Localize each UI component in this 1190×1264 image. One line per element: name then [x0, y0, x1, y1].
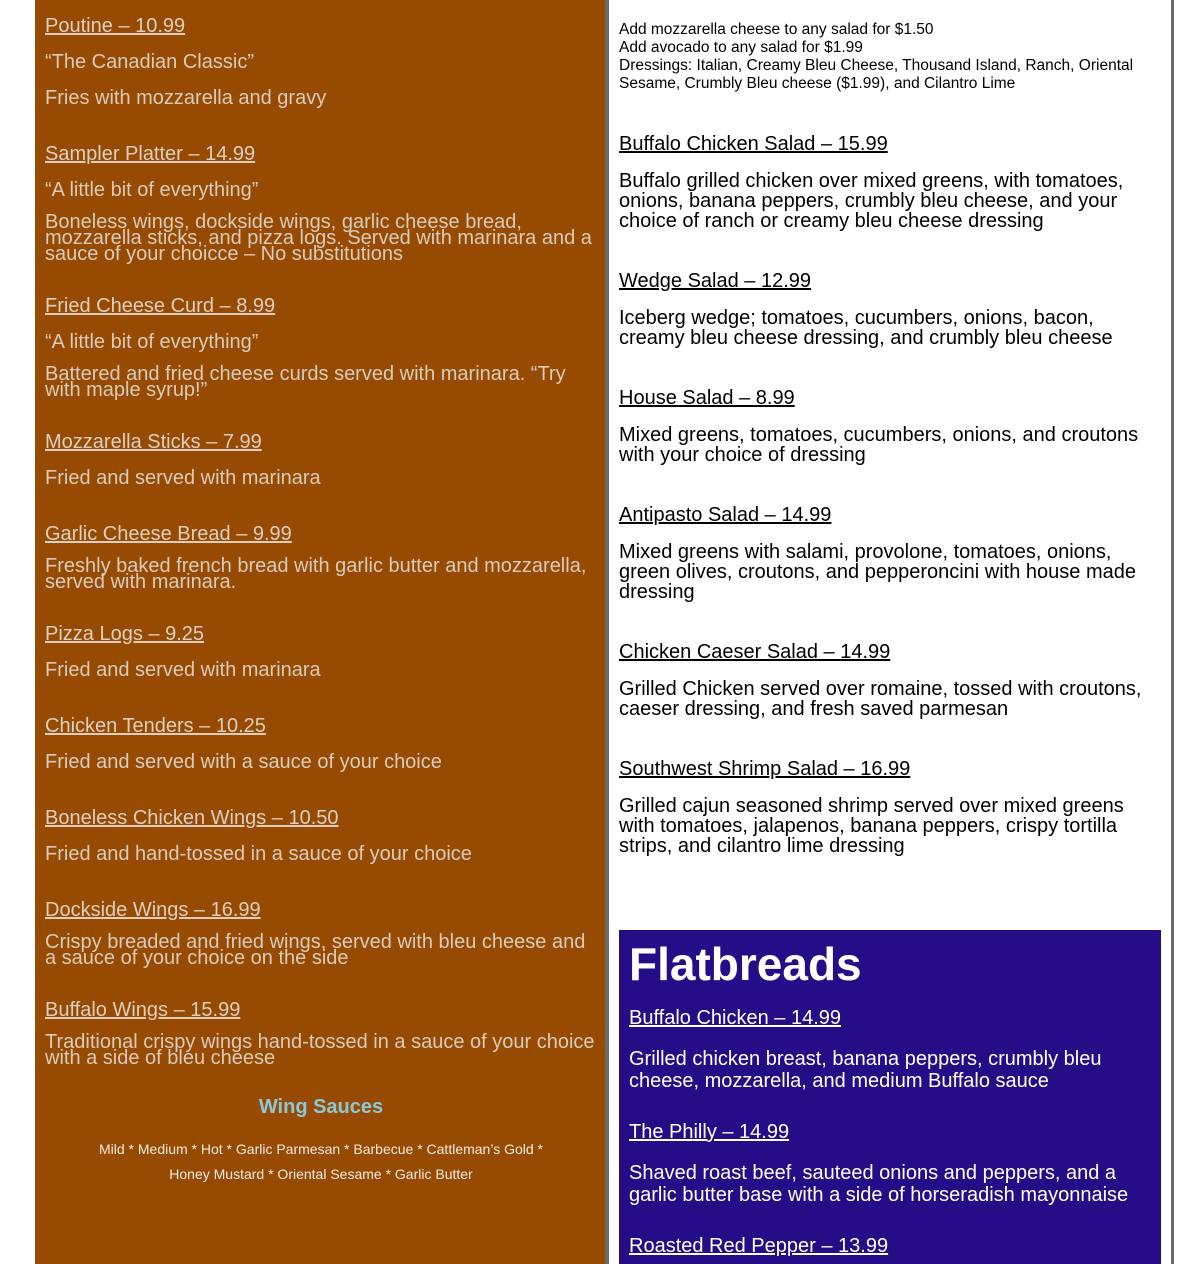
column-divider	[605, 0, 609, 1264]
wing-sauces-line: Mild * Medium * Hot * Garlic Parmesan * Barbecue * Cattleman’s Gold *	[98, 1141, 544, 1157]
menu-item	[629, 1234, 1149, 1258]
wing-sauces-box	[45, 1096, 597, 1187]
salads-list	[619, 131, 1164, 893]
item-title: Buffalo Chicken Salad – 15.99	[619, 133, 888, 155]
appetizers-list	[45, 14, 597, 1187]
menu-item	[619, 756, 1164, 856]
wing-sauces-title: Wing Sauces	[258, 1096, 384, 1118]
menu-item	[45, 142, 597, 265]
item-description: Traditional crispy wings hand-tossed in a sauce of your choice with a side of bleu cheese	[45, 1031, 595, 1069]
menu-item	[629, 1120, 1149, 1206]
item-title: Poutine – 10.99	[45, 15, 186, 37]
salad-addons	[619, 21, 1164, 93]
item-description: Fries with mozzarella and gravy	[45, 87, 327, 109]
section-heading: Flatbreads	[629, 938, 862, 990]
item-description: Buffalo grilled chicken over mixed greens, with tomatoes, onions, banana peppers, crumbly bleu cheese, and your choice of ranch or creamy bleu cheese dressing	[619, 170, 1124, 232]
item-title: The Philly – 14.99	[629, 1121, 790, 1143]
item-title: Antipasto Salad – 14.99	[619, 504, 832, 526]
item-title: House Salad – 8.99	[619, 387, 795, 409]
menu-item	[629, 1006, 1149, 1092]
item-title: Sampler Platter – 14.99	[45, 143, 256, 165]
item-description: Fried and served with marinara	[45, 467, 321, 489]
menu-item	[45, 294, 597, 401]
item-description: Grilled cajun seasoned shrimp served over mixed greens with tomatoes, jalapenos, banana peppers, crispy tortilla strips, and cilantro lime dressing	[619, 795, 1124, 857]
item-title: Buffalo Wings – 15.99	[45, 999, 241, 1021]
menu-item	[45, 714, 597, 774]
item-title: Fried Cheese Curd – 8.99	[45, 295, 276, 317]
addon-note: Add avocado to any salad for $1.99	[619, 39, 863, 56]
item-title: Buffalo Chicken – 14.99	[629, 1007, 842, 1029]
item-description: Crispy breaded and fried wings, served with bleu cheese and a sauce of your choice on the side	[45, 931, 586, 969]
item-title: Southwest Shrimp Salad – 16.99	[619, 758, 911, 780]
item-description: Shaved roast beef, sauteed onions and peppers, and a garlic butter base with a side of horseradish mayonnaise	[629, 1162, 1129, 1206]
appetizers-section	[35, 0, 605, 1264]
item-title: Mozzarella Sticks – 7.99	[45, 431, 262, 453]
menu-item	[45, 898, 597, 969]
item-description: Iceberg wedge; tomatoes, cucumbers, onions, bacon, creamy bleu cheese dressing, and crumbly bleu cheese	[619, 307, 1113, 349]
menu-item	[45, 14, 597, 110]
item-description: Grilled Chicken served over romaine, tossed with croutons, caeser dressing, and fresh saved parmesan	[619, 678, 1142, 720]
item-description: Fried and served with a sauce of your choice	[45, 751, 442, 773]
item-title: Wedge Salad – 12.99	[619, 270, 812, 292]
item-title: Chicken Tenders – 10.25	[45, 715, 266, 737]
item-title: Chicken Caeser Salad – 14.99	[619, 641, 891, 663]
item-description: Fried and served with marinara	[45, 659, 321, 681]
item-title: Roasted Red Pepper – 13.99	[629, 1235, 889, 1257]
menu-item	[45, 806, 597, 866]
item-description: Mixed greens with salami, provolone, tomatoes, onions, green olives, croutons, and pepperoncini with house made dressing	[619, 541, 1136, 603]
menu-item	[619, 639, 1164, 719]
menu-item	[45, 430, 597, 490]
menu-item	[45, 522, 597, 593]
menu-item	[45, 622, 597, 682]
item-description: Fried and hand-tossed in a sauce of your choice	[45, 843, 472, 865]
item-description: Boneless wings, dockside wings, garlic cheese bread, mozzarella sticks, and pizza logs. Served with marinara and a sauce of your choicce – No substitutions	[45, 211, 592, 265]
item-description: Freshly baked french bread with garlic butter and mozzarella, served with marinara.	[45, 555, 587, 593]
menu-item	[619, 131, 1164, 231]
item-tagline: “A little bit of everything”	[45, 179, 259, 201]
menu-item	[619, 502, 1164, 602]
wing-sauces-line: Honey Mustard * Oriental Sesame * Garlic Butter	[169, 1166, 473, 1182]
item-title: Garlic Cheese Bread – 9.99	[45, 523, 292, 545]
flatbreads-section	[619, 930, 1161, 1264]
item-description: Battered and fried cheese curds served with marinara. “Try with maple syrup!”	[45, 363, 566, 401]
item-tagline: “A little bit of everything”	[45, 331, 259, 353]
dressings-note: Dressings: Italian, Creamy Bleu Cheese, Thousand Island, Ranch, Oriental Sesame, Crumbly Bleu cheese ($1.99), and Cilantro Lime	[619, 57, 1134, 92]
menu-item	[619, 385, 1164, 465]
item-title: Boneless Chicken Wings – 10.50	[45, 807, 339, 829]
flatbreads-list	[629, 938, 1149, 1258]
menu-item	[45, 998, 597, 1069]
page-edge	[1171, 0, 1174, 1264]
item-description: Mixed greens, tomatoes, cucumbers, onions, and croutons with your choice of dressing	[619, 424, 1139, 466]
item-title: Dockside Wings – 16.99	[45, 899, 261, 921]
item-description: Grilled chicken breast, banana peppers, crumbly bleu cheese, mozzarella, and medium Buffalo sauce	[629, 1048, 1102, 1092]
item-title: Pizza Logs – 9.25	[45, 623, 204, 645]
addon-note: Add mozzarella cheese to any salad for $1.50	[619, 21, 934, 38]
item-tagline: “The Canadian Classic”	[45, 51, 254, 73]
menu-item	[619, 268, 1164, 348]
